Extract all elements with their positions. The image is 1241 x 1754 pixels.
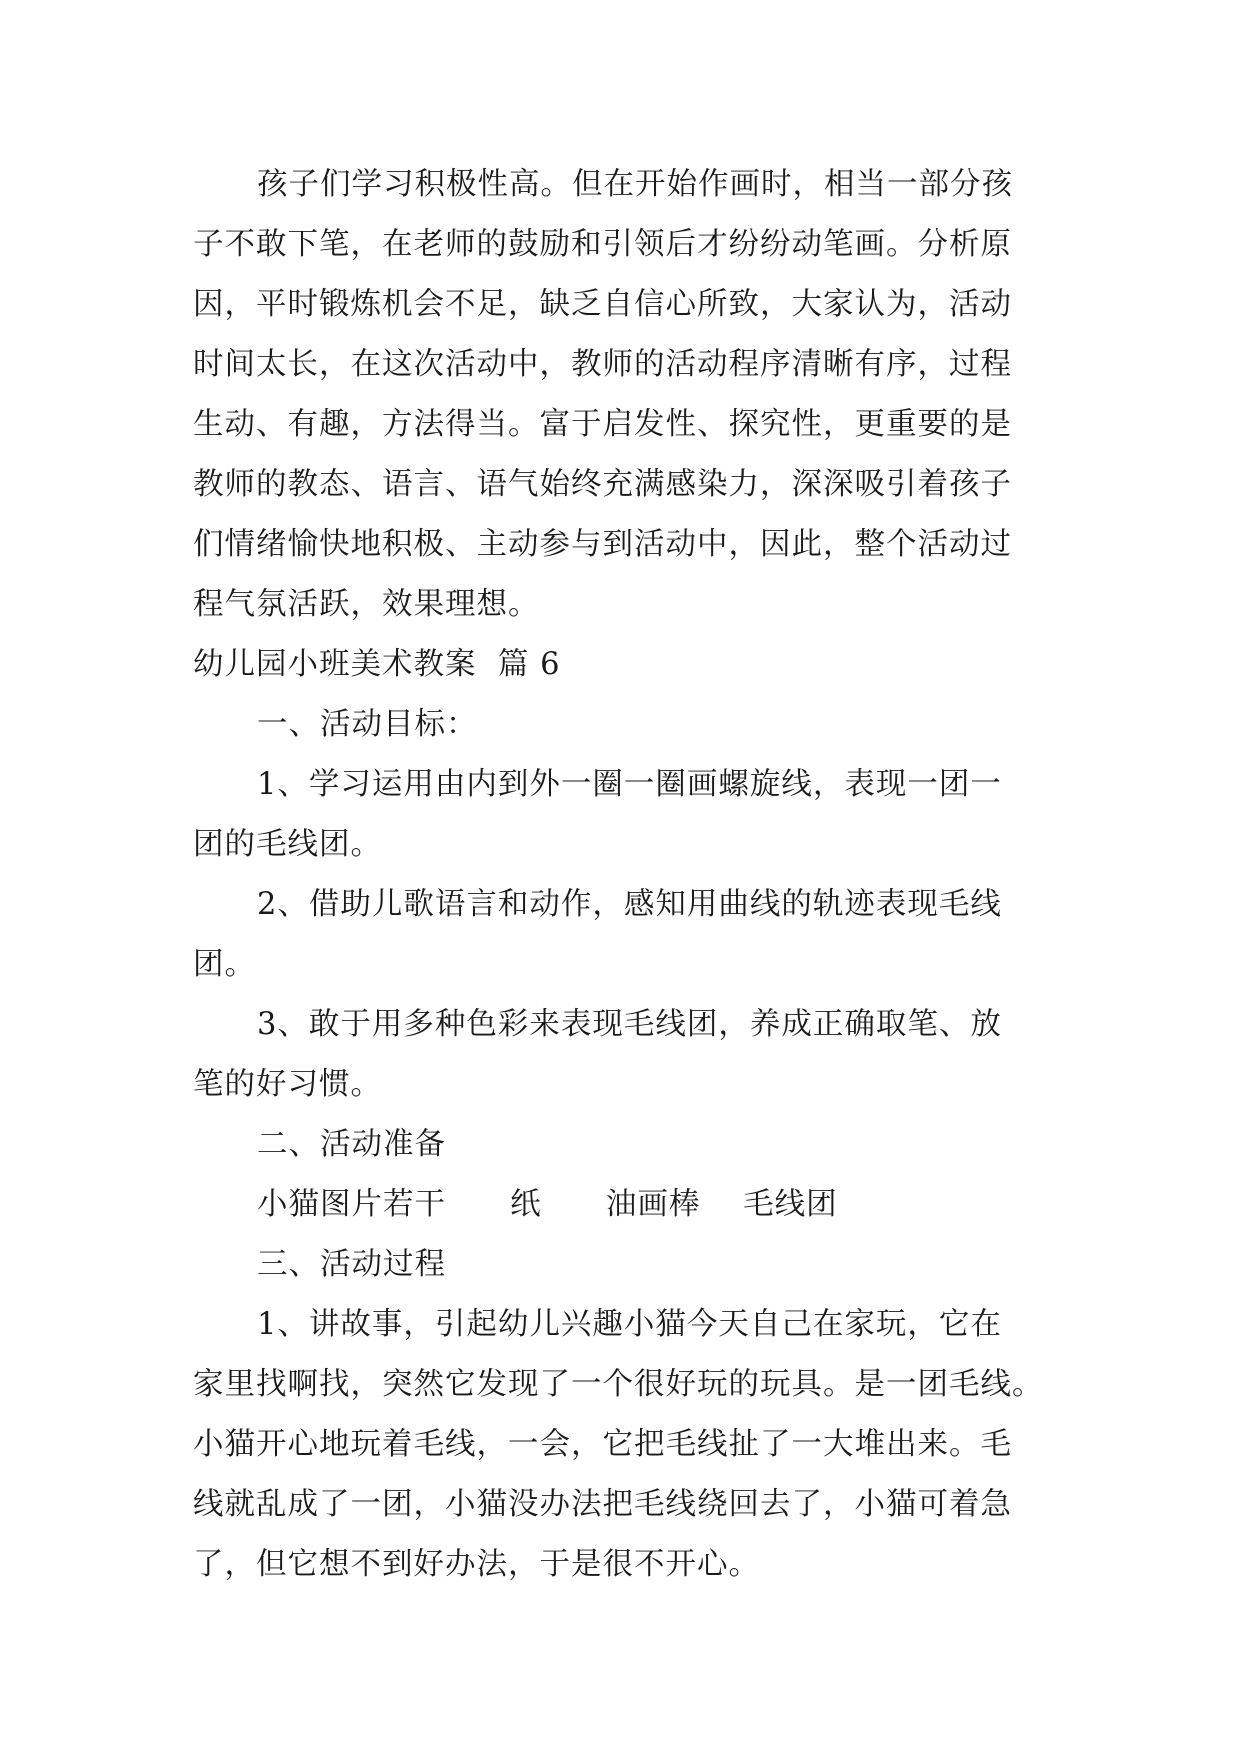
process-paragraph-line: 小猫开心地玩着毛线，一会，它把毛线扯了一大堆出来。毛	[193, 1427, 1012, 1462]
process-paragraph-line: 线就乱成了一团，小猫没办法把毛线绕回去了，小猫可着急	[193, 1487, 1012, 1522]
process-paragraph-line: 1、讲故事，引起幼儿兴趣小猫今天自己在家玩，它在	[257, 1307, 1002, 1342]
objective-item-continuation: 团。	[193, 947, 256, 982]
subheading-objectives: 一、活动目标：	[257, 707, 478, 742]
objective-item-continuation: 笔的好习惯。	[193, 1067, 382, 1102]
process-paragraph-line: 了，但它想不到好办法，于是很不开心。	[193, 1547, 760, 1582]
subheading-preparation: 二、活动准备	[257, 1127, 446, 1162]
objective-item: 2、借助儿歌语言和动作，感知用曲线的轨迹表现毛线	[257, 887, 1002, 922]
section-heading: 幼儿园小班美术教案 篇 6	[193, 647, 561, 682]
objective-item: 1、学习运用由内到外一圈一圈画螺旋线，表现一团一	[257, 767, 1002, 802]
process-paragraph-line: 家里找啊找，突然它发现了一个很好玩的玩具。是一团毛线。	[193, 1367, 1044, 1402]
paragraph-line: 子不敢下笔，在老师的鼓励和引领后才纷纷动笔画。分析原	[193, 227, 1012, 262]
paragraph-line: 们情绪愉快地积极、主动参与到活动中，因此，整个活动过	[193, 527, 1012, 562]
paragraph-line: 时间太长，在这次活动中，教师的活动程序清晰有序，过程	[193, 347, 1012, 382]
objective-item: 3、敢于用多种色彩来表现毛线团，养成正确取笔、放	[257, 1007, 1002, 1042]
document-body	[193, 155, 1053, 1595]
materials-list: 小猫图片若干 纸 油画棒 毛线团	[257, 1187, 838, 1222]
paragraph-line: 孩子们学习积极性高。但在开始作画时，相当一部分孩	[257, 167, 1013, 202]
paragraph-line: 因，平时锻炼机会不足，缺乏自信心所致，大家认为，活动	[193, 287, 1012, 322]
paragraph-line: 生动、有趣，方法得当。富于启发性、探究性，更重要的是	[193, 407, 1012, 442]
objective-item-continuation: 团的毛线团。	[193, 827, 382, 862]
paragraph-line: 教师的教态、语言、语气始终充满感染力，深深吸引着孩子	[193, 467, 1012, 502]
subheading-process: 三、活动过程	[257, 1247, 446, 1282]
paragraph-line: 程气氛活跃，效果理想。	[193, 587, 540, 622]
